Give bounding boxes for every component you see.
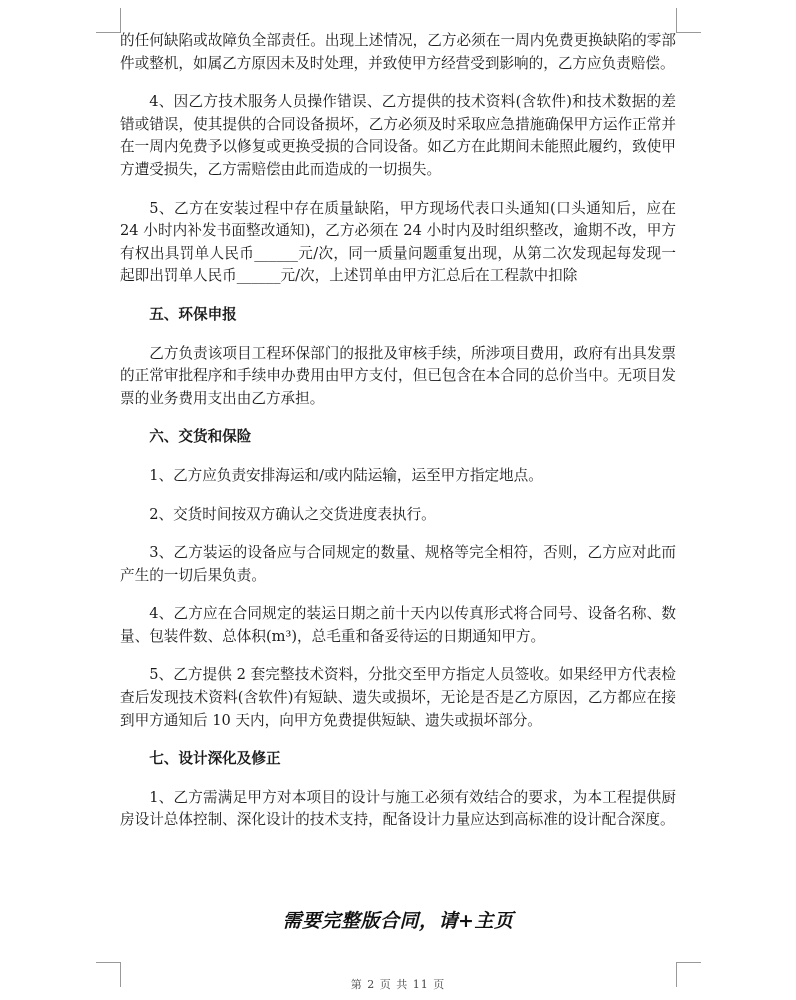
paragraph: 4、乙方应在合同规定的装运日期之前十天内以传真形式将合同号、设备名称、数量、包装件数、总体积(m³)，总毛重和备妥待运的日期通知甲方。 xyxy=(120,605,676,645)
paragraph: 5、乙方提供 2 套完整技术资料，分批交至甲方指定人员签收。如果经甲方代表检查后发现技术资料(含软件)有短缺、遗失或损坏，无论是否是乙方原因，乙方都应在接到甲方通知后 10 天内，向甲方免费提供短缺、遗失或损坏部分。 xyxy=(120,666,676,729)
paragraph: 乙方负责该项目工程环保部门的报批及审核手续，所涉项目费用，政府有出具发票的正常审批程序和手续申办费用由甲方支付，但已包含在本合同的总价当中。无项目发票的业务费用支出由乙方承担。 xyxy=(120,344,676,407)
section-heading: 五、环保申报 xyxy=(149,305,237,323)
page-number-footer: 第 2 页 共 11 页 xyxy=(350,978,446,991)
paragraph: 1、乙方应负责安排海运和/或内陆运输，运至甲方指定地点。 xyxy=(149,466,543,484)
section-heading: 七、设计深化及修正 xyxy=(149,750,281,768)
paragraph: 4、因乙方技术服务人员操作错误、乙方提供的技术资料(含软件)和技术数据的差错或错误，使其提供的合同设备损坏，乙方必须及时采取应急措施确保甲方运作正常并在一周内免费予以修复或更换受损的合同设备。如乙方在此期间未能照此履约，致使甲方遭受损失，乙方需赔偿由此而造成的一切损失。 xyxy=(120,93,676,178)
document-body xyxy=(120,30,676,848)
paragraph: 的任何缺陷或故障负全部责任。出现上述情况，乙方必须在一周内免费更换缺陷的零部件或整机，如属乙方原因未及时处理，并致使甲方经营受到影响的，乙方应负责赔偿。 xyxy=(120,32,676,72)
page-corner-mark xyxy=(676,8,701,33)
paragraph: 5、乙方在安装过程中存在质量缺陷，甲方现场代表口头通知(口头通知后，应在 24 小时内补发书面整改通知)，乙方必须在 24 小时内及时组织整改，逾期不改，甲方有权出具罚单人民币______元/次，同一质量问题重复出现，从第二次发现起每发现一起即出罚单人民币______元/次，上述罚单由甲方汇总后在工程款中扣除 xyxy=(120,199,676,285)
paragraph: 2、交货时间按双方确认之交货进度表执行。 xyxy=(149,505,436,523)
paragraph: 3、乙方装运的设备应与合同规定的数量、规格等完全相符，否则，乙方应对此而产生的一切后果负责。 xyxy=(120,544,676,584)
paragraph: 1、乙方需满足甲方对本项目的设计与施工必须有效结合的要求，为本工程提供厨房设计总体控制、深化设计的技术支持，配备设计力量应达到高标准的设计配合深度。 xyxy=(120,788,676,829)
section-heading: 六、交货和保险 xyxy=(149,428,252,446)
promo-banner: 需要完整版合同，请+主页 xyxy=(282,910,514,932)
page-corner-mark xyxy=(96,8,121,33)
